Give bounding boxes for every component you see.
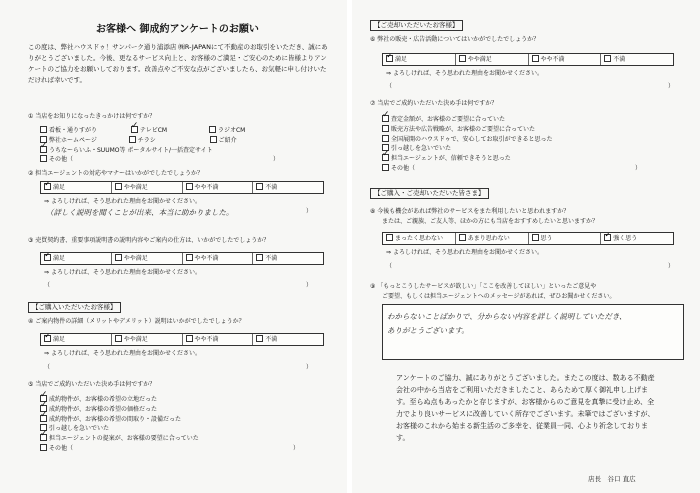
q6-checkbox-1[interactable] [459, 55, 466, 62]
q3-reason-label: ⇒ よろしければ、そう思われた理由をお聞かせください。 [44, 269, 201, 276]
section-both-header: 【ご購入・ご売却いただいた皆さま】 [370, 188, 489, 199]
question-8: ⑧ 今後も機会があれば弊社のサービスをまた利用したいと思われますか？ [370, 208, 570, 215]
q4-checkbox-3[interactable] [256, 335, 263, 342]
q1-checkbox-7[interactable] [40, 155, 47, 162]
q1-option-4[interactable]: チラシ [129, 137, 156, 144]
q3-option-3[interactable]: 不満 [252, 253, 323, 264]
q4-option-1[interactable]: やや満足 [111, 334, 182, 345]
q7-checkbox-0[interactable] [382, 115, 389, 122]
q8-paren-close: ） [668, 263, 675, 270]
q8-reason-label: ⇒ よろしければ、そう思われた理由をお聞かせください。 [386, 249, 543, 256]
question-1: ① 当店をお知りになったきっかけは何ですか？ [28, 113, 156, 120]
q1-options [40, 126, 279, 165]
q3-checkbox-2[interactable] [186, 254, 193, 261]
q4-checkbox-0[interactable] [44, 335, 51, 342]
q5-option-1[interactable]: ✓成約物件が、お客様の希望の価格だった [40, 405, 299, 415]
q4-checkbox-1[interactable] [115, 335, 122, 342]
q3-checkbox-3[interactable] [256, 254, 263, 261]
q7-checkbox-1[interactable] [382, 125, 389, 132]
q8-option-3[interactable]: ✓ 強く思う [600, 233, 673, 244]
q5-option-4[interactable]: ✓担当エージェントの提案が、お客様の要望に合っていた [40, 434, 299, 444]
q8-checkbox-1[interactable] [459, 234, 466, 241]
q6-option-2[interactable]: やや不満 [528, 54, 601, 65]
section-buy-header: 【ご購入いただいたお客様】 [28, 302, 121, 313]
q5-checkbox-5[interactable] [40, 444, 47, 451]
q1-checkbox-5[interactable] [210, 136, 217, 143]
q5-option-2[interactable]: ✓成約物件が、お客様の希望の間取り・設備だった [40, 415, 299, 425]
q2-paren-close: ） [306, 208, 313, 215]
q2-reason-label: ⇒ よろしければ、そう思われた理由をお聞かせください。 [44, 198, 201, 205]
question-5: ⑤ 当店でご成約いただいた決め手は何ですか？ [28, 381, 156, 388]
q4-option-3[interactable]: 不満 [252, 334, 323, 345]
q1-option-5[interactable]: ご紹介 [210, 137, 237, 144]
q2-option-1[interactable]: やや満足 [111, 182, 182, 193]
closing-message: アンケートのご協力、誠にありがとうございました。またこの度は、数ある不動産会社の中から当店をご利用いただきましたこと、あらためて厚く御礼申し上げます。至らぬ点もあったかと存じますが、お客様からのご意見を真摯に受け止め、全力でより良いサービスに改善していく所存でございます。未筆ではございますが、お客様のこれから始まる新生活のご多幸を、従業員一同、心より祈念しております。 [396, 374, 655, 442]
q2-option-2[interactable]: やや不満 [182, 182, 253, 193]
q1-checkbox-2[interactable] [209, 126, 216, 133]
q4-option-2[interactable]: やや不満 [182, 334, 253, 345]
q5-option-5[interactable]: その他（ ） [40, 444, 299, 454]
q3-options [40, 252, 324, 265]
question-2: ② 担当エージェントの対応やマナーはいかがでしたでしょうか？ [28, 170, 204, 177]
q7-option-2[interactable]: 全国展開のハウスドゥで、安心してお取引ができると思った [382, 135, 641, 145]
section-sell-header: 【ご売却いただいたお客様】 [370, 20, 463, 31]
q9-comment-box[interactable] [382, 304, 684, 360]
q1-option-1[interactable]: ✓ テレビCM [131, 127, 167, 134]
q6-option-1[interactable]: やや満足 [455, 54, 528, 65]
q8-checkbox-2[interactable] [532, 234, 539, 241]
q8-option-2[interactable]: 思う [528, 233, 601, 244]
question-3: ③ 売買契約書、重要事項説明書の説明内容やご案内の仕方は、いかがでしたでしょうか？ [28, 237, 270, 244]
q9-handwritten-line1: わからないことばかりで、分からない内容を詳しく説明していただき、 [387, 312, 627, 321]
q3-option-1[interactable]: やや満足 [111, 253, 182, 264]
q9-handwritten-line2: ありがとうございます。 [387, 326, 469, 335]
q2-checkbox-3[interactable] [256, 183, 263, 190]
q6-options [382, 53, 674, 66]
q6-option-0[interactable]: ✓満足 [383, 54, 455, 65]
q5-options [40, 395, 299, 454]
q7-checkbox-5[interactable] [382, 164, 389, 171]
question-8-line2: または、ご親族、ご友人等、ほかの方にも当店をおすすめしたいと思いますか？ [382, 218, 599, 225]
q5-option-0[interactable]: ✓成約物件が、お客様の希望の立地だった [40, 395, 299, 405]
left-page [0, 0, 347, 493]
q8-checkbox-3[interactable] [604, 234, 611, 241]
q2-checkbox-2[interactable] [186, 183, 193, 190]
q5-option-3[interactable]: 引っ越しを急いでいた [40, 424, 299, 434]
q8-option-0[interactable]: まったく思わない [383, 233, 455, 244]
q6-paren-close: ） [668, 83, 675, 90]
q3-option-2[interactable]: やや不満 [182, 253, 253, 264]
q1-checkbox-0[interactable] [40, 126, 47, 133]
q1-option-0[interactable]: 看板・通りすがり [40, 127, 97, 134]
signature: 店長 谷口 直広 [588, 475, 636, 483]
q6-checkbox-0[interactable] [386, 55, 393, 62]
question-7: ⑦ 当店でご成約いただいた決め手は何ですか？ [370, 100, 498, 107]
q1-option-7[interactable]: その他（ ） [40, 155, 279, 165]
q3-checkbox-1[interactable] [115, 254, 122, 261]
intro-text: この度は、弊社ハウスドゥ！サンパーク通り浦添店 ㈱R-JAPANにて不動産のお取引をいただき、誠にありがとうございました。今後、更なるサービス向上と、お客様のご満足・ご安心のために皆様よりアンケートのご協力をお願いしております。改善点やご不安な点がございましたら、お気軽に申し付けいただければ幸いです。 [28, 43, 328, 84]
q7-option-1[interactable]: 販売方法や広告戦略が、お客様のご要望に合っていた [382, 125, 641, 135]
q7-options [382, 115, 641, 174]
q6-option-3[interactable]: 不満 [600, 54, 673, 65]
q1-option-3[interactable]: 弊社ホームページ [40, 137, 97, 144]
q7-option-3[interactable]: 引っ越しを急いでいた [382, 144, 641, 154]
q6-paren-open: （ [386, 83, 393, 90]
q1-option-2[interactable]: ラジオCM [209, 127, 245, 134]
q8-option-1[interactable]: あまり思わない [455, 233, 528, 244]
q2-handwritten-answer: （詳しく説明を聞くことが出来、本当に助かりました。 [46, 208, 234, 217]
q4-option-0[interactable]: ✓満足 [41, 334, 111, 345]
q3-checkbox-0[interactable] [44, 254, 51, 261]
q2-options [40, 181, 324, 194]
q2-option-3[interactable]: 不満 [252, 182, 323, 193]
q8-options [382, 232, 674, 245]
q5-checkbox-4[interactable] [40, 434, 47, 441]
q4-options [40, 333, 324, 346]
q1-option-6[interactable]: ✓うちなーらいふ・SUUMO等 ポータルサイト/一括査定サイト [40, 146, 279, 156]
q2-checkbox-1[interactable] [115, 183, 122, 190]
q4-paren-open: （ [44, 364, 51, 371]
question-6: ⑥ 弊社の販売・広告活動についてはいかがでしたでしょうか？ [370, 36, 540, 43]
q6-checkbox-2[interactable] [532, 55, 539, 62]
q8-checkbox-0[interactable] [386, 234, 393, 241]
q3-paren-close: ） [306, 282, 313, 289]
q1-checkbox-4[interactable] [129, 136, 136, 143]
q1-checkbox-1[interactable] [131, 126, 138, 133]
q7-checkbox-2[interactable] [382, 135, 389, 142]
q7-option-5[interactable]: その他（ ） [382, 164, 641, 174]
q3-paren-open: （ [44, 282, 51, 289]
q4-paren-close: ） [306, 364, 313, 371]
q6-reason-label: ⇒ よろしければ、そう思われた理由をお聞かせください。 [386, 70, 543, 77]
right-page [352, 0, 700, 493]
question-4: ④ ご案内物件の詳細（メリットやデメリット）説明はいかがでしたでしょうか？ [28, 318, 245, 325]
question-9-line2: ご要望、もしくは担当エージェントへのメッセージがあれば、ぜひお聞かせください。 [382, 293, 616, 300]
q2-option-0[interactable]: ✓満足 [41, 182, 111, 193]
q6-checkbox-3[interactable] [604, 55, 611, 62]
q5-checkbox-2[interactable] [40, 415, 47, 422]
q4-checkbox-2[interactable] [186, 335, 193, 342]
q7-checkbox-4[interactable] [382, 154, 389, 161]
page-title: お客様へ 御成約アンケートのお願い [96, 24, 259, 35]
q7-option-4[interactable]: ✓担当エージェントが、信頼できそうと思った [382, 154, 641, 164]
q1-checkbox-6[interactable] [40, 146, 47, 153]
q2-checkbox-0[interactable] [44, 183, 51, 190]
q4-reason-label: ⇒ よろしければ、そう思われた理由をお聞かせください。 [44, 350, 201, 357]
question-9: ⑨ 「もっとこうしたサービスが欲しい」「ここを改善してほしい」といったご意見や [370, 283, 597, 290]
q8-paren-open: （ [386, 263, 393, 270]
q7-option-0[interactable]: ✓査定金額が、お客様のご要望に合っていた [382, 115, 641, 125]
q3-option-0[interactable]: ✓満足 [41, 253, 111, 264]
